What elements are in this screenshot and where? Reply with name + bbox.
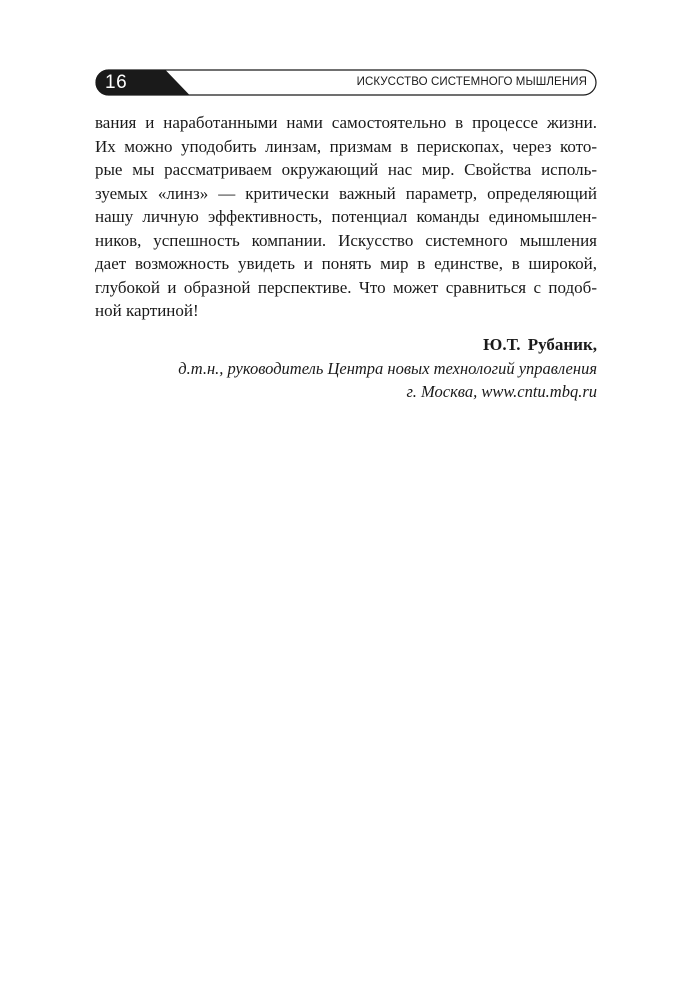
signature-block xyxy=(97,333,597,404)
author-name: Ю.Т. Рубаник, xyxy=(483,335,597,354)
running-title: ИСКУССТВО СИСТЕМНОГО МЫШЛЕНИЯ xyxy=(356,76,587,88)
text-line: ников, успешность компании. Искусство системного мышления xyxy=(95,230,597,250)
text-line: нашу личную эффективность, потенциал команды единомышлен- xyxy=(95,207,597,226)
running-header xyxy=(95,69,597,96)
text-line: глубокой и образной перспективе. Что может сравниться с подоб- xyxy=(95,277,597,297)
body-text xyxy=(95,111,597,323)
text-line: ной картиной! xyxy=(95,301,199,320)
text-line: Их можно уподобить линзам, призмам в перископах, через кото- xyxy=(95,136,597,156)
text-line: рые мы рассматриваем окружающий нас мир. Свойства исполь- xyxy=(95,160,597,179)
text-line: дает возможность увидеть и понять мир в единстве, в широкой, xyxy=(95,254,597,273)
author-location: г. Москва, www.cntu.mbq.ru xyxy=(406,382,597,401)
text-line: вания и наработанными нами самостоятельно в процессе жизни. xyxy=(95,113,597,132)
author-position: д.т.н., руководитель Центра новых технологий управления xyxy=(178,358,597,378)
text-line: зуемых «линз» — критически важный параметр, определяющий xyxy=(95,183,597,203)
page-number: 16 xyxy=(105,72,128,93)
